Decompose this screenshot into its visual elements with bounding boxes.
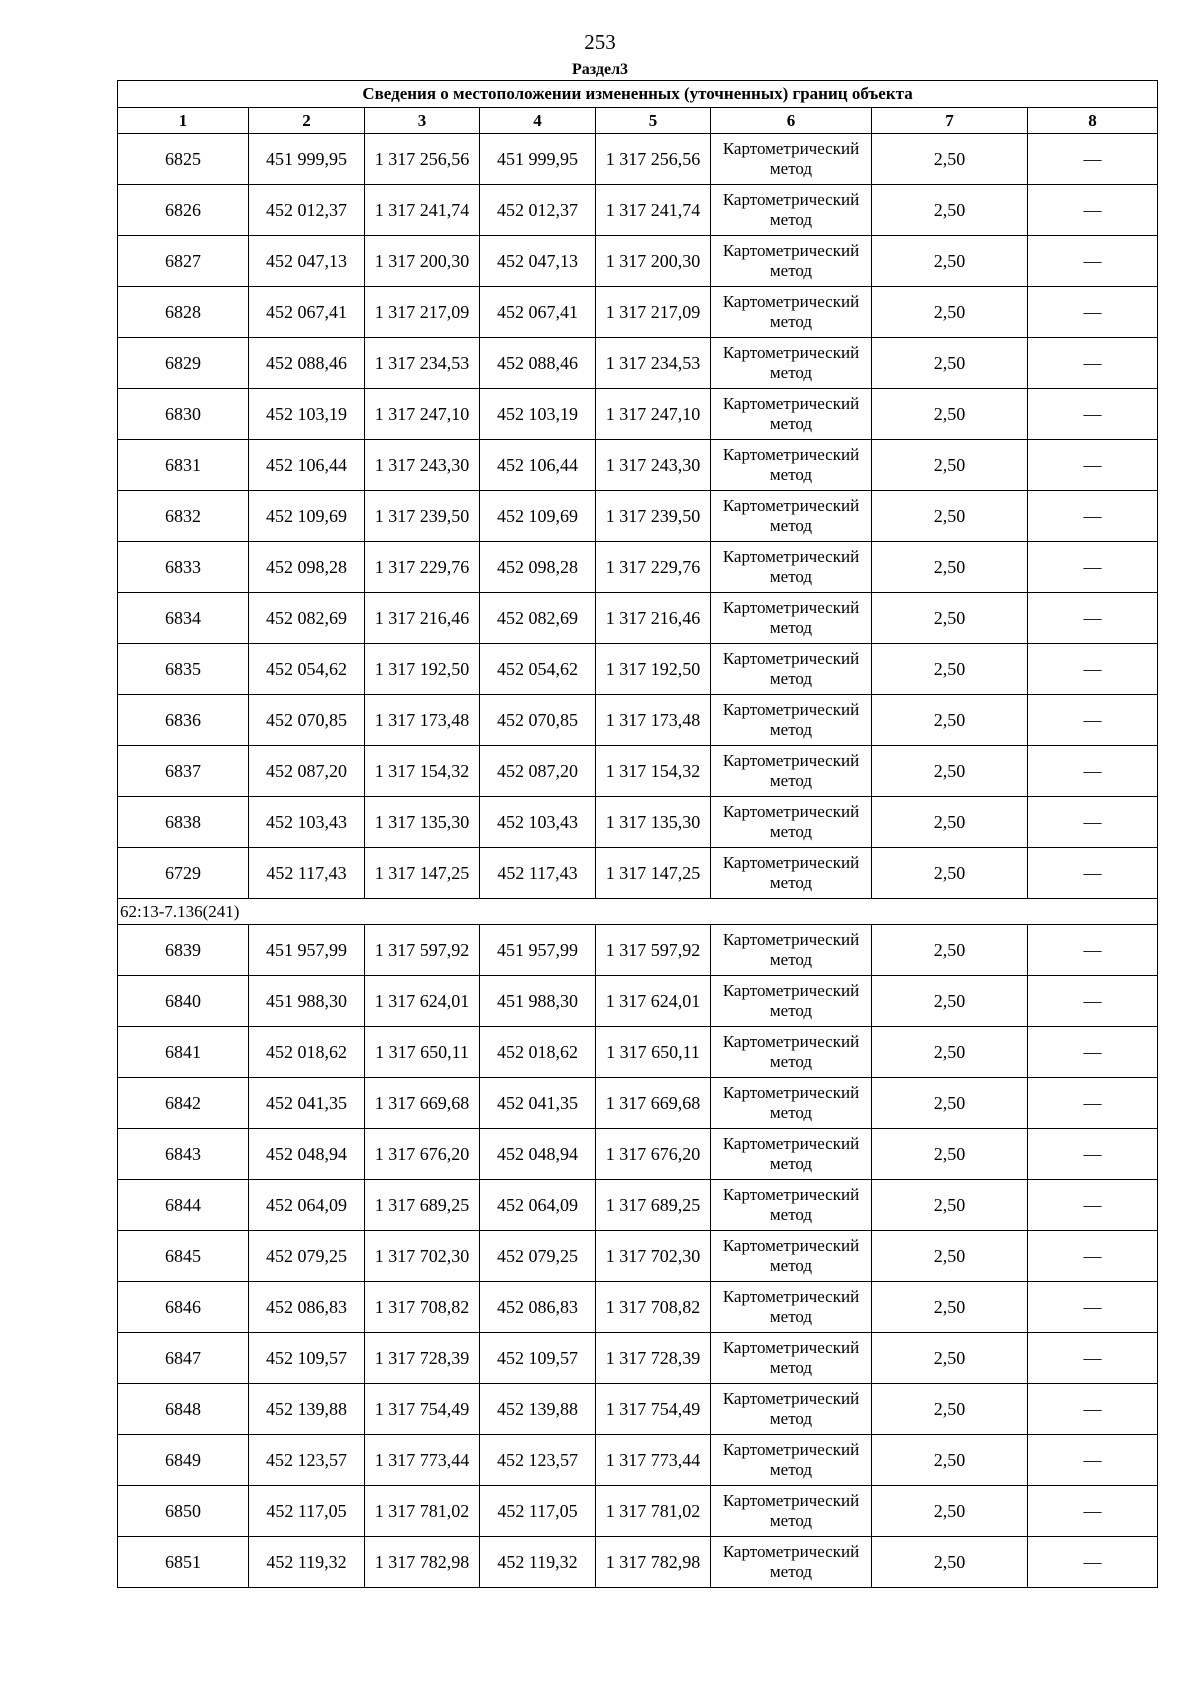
x-new-cell: 452 087,20 [480, 746, 596, 797]
accuracy-cell: 2,50 [872, 797, 1028, 848]
column-header: 3 [365, 108, 480, 134]
method-cell: Картометрический метод [711, 1078, 872, 1129]
accuracy-cell: 2,50 [872, 1333, 1028, 1384]
description-cell: — [1028, 542, 1158, 593]
y-new-cell: 1 317 782,98 [596, 1537, 711, 1588]
y-old-cell: 1 317 773,44 [365, 1435, 480, 1486]
y-old-cell: 1 317 256,56 [365, 134, 480, 185]
accuracy-cell: 2,50 [872, 593, 1028, 644]
table-row [118, 389, 1158, 440]
table-caption: Сведения о местоположении измененных (уточненных) границ объекта [118, 81, 1158, 108]
y-new-cell: 1 317 702,30 [596, 1231, 711, 1282]
table-header-row [118, 108, 1158, 134]
point-number-cell: 6850 [118, 1486, 249, 1537]
point-number-cell: 6844 [118, 1180, 249, 1231]
method-cell: Картометрический метод [711, 287, 872, 338]
table-row [118, 976, 1158, 1027]
y-new-cell: 1 317 781,02 [596, 1486, 711, 1537]
x-old-cell: 452 117,43 [249, 848, 365, 899]
accuracy-cell: 2,50 [872, 134, 1028, 185]
y-new-cell: 1 317 728,39 [596, 1333, 711, 1384]
x-new-cell: 452 098,28 [480, 542, 596, 593]
point-number-cell: 6838 [118, 797, 249, 848]
y-new-cell: 1 317 135,30 [596, 797, 711, 848]
point-number-cell: 6829 [118, 338, 249, 389]
x-old-cell: 451 999,95 [249, 134, 365, 185]
x-new-cell: 452 139,88 [480, 1384, 596, 1435]
table-row [118, 1078, 1158, 1129]
y-new-cell: 1 317 154,32 [596, 746, 711, 797]
accuracy-cell: 2,50 [872, 1027, 1028, 1078]
table-row [118, 644, 1158, 695]
method-cell: Картометрический метод [711, 1333, 872, 1384]
x-old-cell: 451 957,99 [249, 925, 365, 976]
accuracy-cell: 2,50 [872, 746, 1028, 797]
y-new-cell: 1 317 256,56 [596, 134, 711, 185]
table-row [118, 287, 1158, 338]
x-old-cell: 452 054,62 [249, 644, 365, 695]
y-new-cell: 1 317 624,01 [596, 976, 711, 1027]
x-new-cell: 452 086,83 [480, 1282, 596, 1333]
y-new-cell: 1 317 689,25 [596, 1180, 711, 1231]
table-row [118, 1435, 1158, 1486]
point-number-cell: 6847 [118, 1333, 249, 1384]
description-cell: — [1028, 797, 1158, 848]
description-cell: — [1028, 1486, 1158, 1537]
x-new-cell: 452 119,32 [480, 1537, 596, 1588]
accuracy-cell: 2,50 [872, 1486, 1028, 1537]
point-number-cell: 6846 [118, 1282, 249, 1333]
description-cell: — [1028, 491, 1158, 542]
y-old-cell: 1 317 192,50 [365, 644, 480, 695]
table-row [118, 338, 1158, 389]
x-old-cell: 452 012,37 [249, 185, 365, 236]
point-number-cell: 6851 [118, 1537, 249, 1588]
x-old-cell: 452 119,32 [249, 1537, 365, 1588]
table-row [118, 925, 1158, 976]
description-cell: — [1028, 338, 1158, 389]
y-old-cell: 1 317 239,50 [365, 491, 480, 542]
x-new-cell: 452 064,09 [480, 1180, 596, 1231]
point-number-cell: 6833 [118, 542, 249, 593]
x-new-cell: 452 109,57 [480, 1333, 596, 1384]
method-cell: Картометрический метод [711, 236, 872, 287]
page-number: 253 [584, 30, 616, 54]
accuracy-cell: 2,50 [872, 542, 1028, 593]
x-new-cell: 452 041,35 [480, 1078, 596, 1129]
y-new-cell: 1 317 247,10 [596, 389, 711, 440]
method-cell: Картометрический метод [711, 695, 872, 746]
group-label-row [118, 899, 1158, 925]
accuracy-cell: 2,50 [872, 236, 1028, 287]
point-number-cell: 6840 [118, 976, 249, 1027]
method-cell: Картометрический метод [711, 593, 872, 644]
method-cell: Картометрический метод [711, 1537, 872, 1588]
table-row [118, 1537, 1158, 1588]
description-cell: — [1028, 644, 1158, 695]
method-cell: Картометрический метод [711, 134, 872, 185]
x-old-cell: 451 988,30 [249, 976, 365, 1027]
method-cell: Картометрический метод [711, 848, 872, 899]
x-old-cell: 452 067,41 [249, 287, 365, 338]
point-number-cell: 6839 [118, 925, 249, 976]
point-number-cell: 6834 [118, 593, 249, 644]
y-new-cell: 1 317 239,50 [596, 491, 711, 542]
group-label: 62:13-7.136(241) [118, 899, 1158, 925]
description-cell: — [1028, 1282, 1158, 1333]
table-row [118, 185, 1158, 236]
x-old-cell: 452 018,62 [249, 1027, 365, 1078]
method-cell: Картометрический метод [711, 440, 872, 491]
y-new-cell: 1 317 200,30 [596, 236, 711, 287]
x-old-cell: 452 109,69 [249, 491, 365, 542]
accuracy-cell: 2,50 [872, 695, 1028, 746]
x-old-cell: 452 064,09 [249, 1180, 365, 1231]
x-old-cell: 452 047,13 [249, 236, 365, 287]
x-new-cell: 452 103,43 [480, 797, 596, 848]
y-new-cell: 1 317 173,48 [596, 695, 711, 746]
x-new-cell: 451 988,30 [480, 976, 596, 1027]
method-cell: Картометрический метод [711, 338, 872, 389]
accuracy-cell: 2,50 [872, 185, 1028, 236]
description-cell: — [1028, 185, 1158, 236]
method-cell: Картометрический метод [711, 1231, 872, 1282]
x-new-cell: 452 012,37 [480, 185, 596, 236]
table-row [118, 746, 1158, 797]
y-old-cell: 1 317 669,68 [365, 1078, 480, 1129]
x-new-cell: 452 123,57 [480, 1435, 596, 1486]
description-cell: — [1028, 1384, 1158, 1435]
x-old-cell: 452 079,25 [249, 1231, 365, 1282]
y-new-cell: 1 317 676,20 [596, 1129, 711, 1180]
y-old-cell: 1 317 689,25 [365, 1180, 480, 1231]
table-row [118, 491, 1158, 542]
accuracy-cell: 2,50 [872, 976, 1028, 1027]
x-old-cell: 452 041,35 [249, 1078, 365, 1129]
y-old-cell: 1 317 217,09 [365, 287, 480, 338]
point-number-cell: 6836 [118, 695, 249, 746]
table-row [118, 1282, 1158, 1333]
y-old-cell: 1 317 154,32 [365, 746, 480, 797]
y-new-cell: 1 317 229,76 [596, 542, 711, 593]
point-number-cell: 6849 [118, 1435, 249, 1486]
x-old-cell: 452 082,69 [249, 593, 365, 644]
accuracy-cell: 2,50 [872, 1282, 1028, 1333]
point-number-cell: 6825 [118, 134, 249, 185]
method-cell: Картометрический метод [711, 1486, 872, 1537]
y-new-cell: 1 317 597,92 [596, 925, 711, 976]
accuracy-cell: 2,50 [872, 338, 1028, 389]
x-old-cell: 452 103,19 [249, 389, 365, 440]
accuracy-cell: 2,50 [872, 848, 1028, 899]
accuracy-cell: 2,50 [872, 389, 1028, 440]
y-old-cell: 1 317 597,92 [365, 925, 480, 976]
y-old-cell: 1 317 173,48 [365, 695, 480, 746]
x-new-cell: 452 117,05 [480, 1486, 596, 1537]
y-old-cell: 1 317 200,30 [365, 236, 480, 287]
x-new-cell: 452 106,44 [480, 440, 596, 491]
accuracy-cell: 2,50 [872, 925, 1028, 976]
x-old-cell: 452 086,83 [249, 1282, 365, 1333]
x-new-cell: 452 067,41 [480, 287, 596, 338]
description-cell: — [1028, 746, 1158, 797]
y-old-cell: 1 317 216,46 [365, 593, 480, 644]
x-old-cell: 452 109,57 [249, 1333, 365, 1384]
method-cell: Картометрический метод [711, 976, 872, 1027]
table-row [118, 1231, 1158, 1282]
method-cell: Картометрический метод [711, 542, 872, 593]
y-old-cell: 1 317 676,20 [365, 1129, 480, 1180]
x-old-cell: 452 123,57 [249, 1435, 365, 1486]
point-number-cell: 6831 [118, 440, 249, 491]
method-cell: Картометрический метод [711, 491, 872, 542]
y-new-cell: 1 317 217,09 [596, 287, 711, 338]
x-new-cell: 452 054,62 [480, 644, 596, 695]
y-old-cell: 1 317 702,30 [365, 1231, 480, 1282]
table-row [118, 1333, 1158, 1384]
description-cell: — [1028, 593, 1158, 644]
x-new-cell: 452 048,94 [480, 1129, 596, 1180]
table-caption-row [118, 81, 1158, 108]
column-header: 2 [249, 108, 365, 134]
accuracy-cell: 2,50 [872, 1384, 1028, 1435]
y-new-cell: 1 317 234,53 [596, 338, 711, 389]
table-row [118, 440, 1158, 491]
table-row [118, 797, 1158, 848]
column-header: 8 [1028, 108, 1158, 134]
point-number-cell: 6845 [118, 1231, 249, 1282]
table-row [118, 542, 1158, 593]
method-cell: Картометрический метод [711, 1129, 872, 1180]
point-number-cell: 6837 [118, 746, 249, 797]
y-new-cell: 1 317 241,74 [596, 185, 711, 236]
x-new-cell: 452 109,69 [480, 491, 596, 542]
accuracy-cell: 2,50 [872, 644, 1028, 695]
description-cell: — [1028, 695, 1158, 746]
point-number-cell: 6729 [118, 848, 249, 899]
method-cell: Картометрический метод [711, 925, 872, 976]
description-cell: — [1028, 1537, 1158, 1588]
x-old-cell: 452 048,94 [249, 1129, 365, 1180]
table-row [118, 1486, 1158, 1537]
x-old-cell: 452 139,88 [249, 1384, 365, 1435]
x-new-cell: 452 082,69 [480, 593, 596, 644]
method-cell: Картометрический метод [711, 1435, 872, 1486]
y-old-cell: 1 317 728,39 [365, 1333, 480, 1384]
y-old-cell: 1 317 229,76 [365, 542, 480, 593]
description-cell: — [1028, 1231, 1158, 1282]
y-old-cell: 1 317 135,30 [365, 797, 480, 848]
accuracy-cell: 2,50 [872, 440, 1028, 491]
table-row [118, 593, 1158, 644]
y-old-cell: 1 317 650,11 [365, 1027, 480, 1078]
description-cell: — [1028, 848, 1158, 899]
table-body [118, 81, 1158, 1588]
point-number-cell: 6835 [118, 644, 249, 695]
point-number-cell: 6842 [118, 1078, 249, 1129]
y-new-cell: 1 317 669,68 [596, 1078, 711, 1129]
accuracy-cell: 2,50 [872, 1231, 1028, 1282]
table-row [118, 1180, 1158, 1231]
description-cell: — [1028, 976, 1158, 1027]
point-number-cell: 6827 [118, 236, 249, 287]
y-old-cell: 1 317 241,74 [365, 185, 480, 236]
y-old-cell: 1 317 781,02 [365, 1486, 480, 1537]
description-cell: — [1028, 1333, 1158, 1384]
y-old-cell: 1 317 624,01 [365, 976, 480, 1027]
point-number-cell: 6843 [118, 1129, 249, 1180]
method-cell: Картометрический метод [711, 185, 872, 236]
y-new-cell: 1 317 243,30 [596, 440, 711, 491]
point-number-cell: 6828 [118, 287, 249, 338]
x-new-cell: 452 047,13 [480, 236, 596, 287]
point-number-cell: 6841 [118, 1027, 249, 1078]
y-new-cell: 1 317 708,82 [596, 1282, 711, 1333]
x-old-cell: 452 070,85 [249, 695, 365, 746]
description-cell: — [1028, 925, 1158, 976]
table-row [118, 695, 1158, 746]
description-cell: — [1028, 440, 1158, 491]
point-number-cell: 6848 [118, 1384, 249, 1435]
x-new-cell: 452 088,46 [480, 338, 596, 389]
x-new-cell: 452 070,85 [480, 695, 596, 746]
table-row [118, 1129, 1158, 1180]
x-new-cell: 451 957,99 [480, 925, 596, 976]
method-cell: Картометрический метод [711, 1027, 872, 1078]
description-cell: — [1028, 1435, 1158, 1486]
column-header: 6 [711, 108, 872, 134]
method-cell: Картометрический метод [711, 389, 872, 440]
x-new-cell: 452 018,62 [480, 1027, 596, 1078]
description-cell: — [1028, 236, 1158, 287]
description-cell: — [1028, 1027, 1158, 1078]
x-old-cell: 452 098,28 [249, 542, 365, 593]
table-row [118, 1027, 1158, 1078]
accuracy-cell: 2,50 [872, 491, 1028, 542]
table-row [118, 1384, 1158, 1435]
x-new-cell: 452 117,43 [480, 848, 596, 899]
column-header: 7 [872, 108, 1028, 134]
y-new-cell: 1 317 147,25 [596, 848, 711, 899]
y-new-cell: 1 317 192,50 [596, 644, 711, 695]
description-cell: — [1028, 389, 1158, 440]
x-old-cell: 452 088,46 [249, 338, 365, 389]
coordinates-table [117, 80, 1158, 1588]
method-cell: Картометрический метод [711, 746, 872, 797]
table-row [118, 848, 1158, 899]
description-cell: — [1028, 1180, 1158, 1231]
x-old-cell: 452 087,20 [249, 746, 365, 797]
y-old-cell: 1 317 708,82 [365, 1282, 480, 1333]
x-new-cell: 452 079,25 [480, 1231, 596, 1282]
description-cell: — [1028, 1078, 1158, 1129]
point-number-cell: 6832 [118, 491, 249, 542]
column-header: 4 [480, 108, 596, 134]
y-new-cell: 1 317 754,49 [596, 1384, 711, 1435]
y-new-cell: 1 317 773,44 [596, 1435, 711, 1486]
method-cell: Картометрический метод [711, 1282, 872, 1333]
x-old-cell: 452 103,43 [249, 797, 365, 848]
point-number-cell: 6830 [118, 389, 249, 440]
x-new-cell: 452 103,19 [480, 389, 596, 440]
column-header: 5 [596, 108, 711, 134]
y-old-cell: 1 317 243,30 [365, 440, 480, 491]
method-cell: Картометрический метод [711, 797, 872, 848]
y-new-cell: 1 317 216,46 [596, 593, 711, 644]
y-old-cell: 1 317 754,49 [365, 1384, 480, 1435]
point-number-cell: 6826 [118, 185, 249, 236]
description-cell: — [1028, 287, 1158, 338]
description-cell: — [1028, 1129, 1158, 1180]
table-row [118, 134, 1158, 185]
method-cell: Картометрический метод [711, 1384, 872, 1435]
accuracy-cell: 2,50 [872, 1537, 1028, 1588]
method-cell: Картометрический метод [711, 1180, 872, 1231]
accuracy-cell: 2,50 [872, 1435, 1028, 1486]
y-old-cell: 1 317 782,98 [365, 1537, 480, 1588]
accuracy-cell: 2,50 [872, 1129, 1028, 1180]
accuracy-cell: 2,50 [872, 287, 1028, 338]
x-old-cell: 452 117,05 [249, 1486, 365, 1537]
y-new-cell: 1 317 650,11 [596, 1027, 711, 1078]
section-title: Раздел3 [571, 61, 629, 78]
accuracy-cell: 2,50 [872, 1180, 1028, 1231]
x-new-cell: 451 999,95 [480, 134, 596, 185]
y-old-cell: 1 317 234,53 [365, 338, 480, 389]
description-cell: — [1028, 134, 1158, 185]
x-old-cell: 452 106,44 [249, 440, 365, 491]
table-row [118, 236, 1158, 287]
y-old-cell: 1 317 147,25 [365, 848, 480, 899]
y-old-cell: 1 317 247,10 [365, 389, 480, 440]
accuracy-cell: 2,50 [872, 1078, 1028, 1129]
column-header: 1 [118, 108, 249, 134]
method-cell: Картометрический метод [711, 644, 872, 695]
